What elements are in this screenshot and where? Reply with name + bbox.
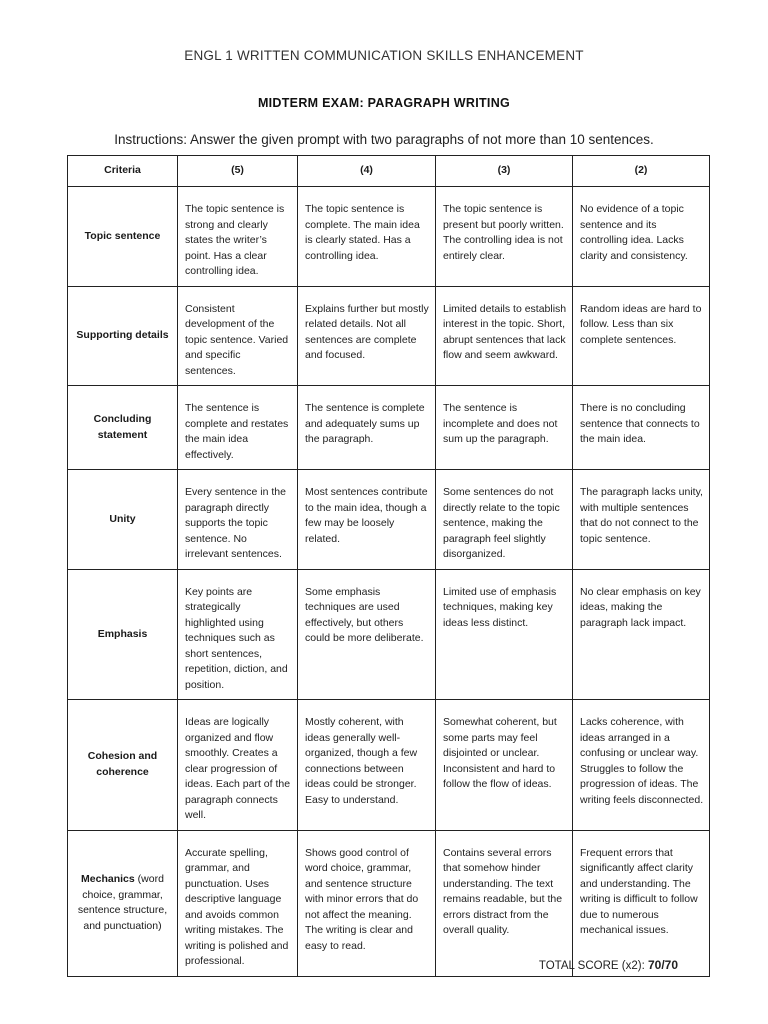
- course-title: ENGL 1 WRITTEN COMMUNICATION SKILLS ENHANCEMENT: [184, 48, 584, 63]
- score-4-cell: The sentence is complete and adequately sums up the paragraph.: [298, 386, 436, 470]
- score-2-cell: Lacks coherence, with ideas arranged in a confusing or unclear way. Struggles to follow the progression of ideas. The writing feels disconnected.: [573, 700, 710, 831]
- table-row: [68, 569, 710, 700]
- criteria-emphasis: [68, 569, 178, 700]
- score-5-cell: The topic sentence is strong and clearly states the writer’s point. Has a clear controlling idea.: [178, 187, 298, 287]
- score-4-cell: The topic sentence is complete. The main idea is clearly stated. Has a controlling idea.: [298, 187, 436, 287]
- score-5-cell: Key points are strategically highlighted using techniques such as short sentences, repetition, diction, and position.: [178, 569, 298, 700]
- score-2-cell: No evidence of a topic sentence and its controlling idea. Lacks clarity and consistency.: [573, 187, 710, 287]
- column-header-score-2: (2): [573, 156, 710, 187]
- rubric-table: [67, 155, 710, 977]
- score-5-cell: The sentence is complete and restates the main idea effectively.: [178, 386, 298, 470]
- column-header-criteria: Criteria: [68, 156, 178, 187]
- criteria-cohesion-coherence: [68, 700, 178, 831]
- criteria-label: Topic sentence: [84, 229, 161, 242]
- score-4-cell: Shows good control of word choice, grammar, and sentence structure with minor errors that do not affect the meaning. The writing is clear and easy to read.: [298, 830, 436, 976]
- column-header-score-5: (5): [178, 156, 298, 187]
- criteria-sublabel: (word choice, grammar, sentence structure, and punctuation): [77, 873, 168, 932]
- table-row: [68, 700, 710, 831]
- score-3-cell: The topic sentence is present but poorly written. The controlling idea is not entirely clear.: [436, 187, 573, 287]
- criteria-label: Unity: [109, 512, 136, 525]
- exam-title: MIDTERM EXAM: PARAGRAPH WRITING: [257, 96, 511, 110]
- column-header-score-4: (4): [298, 156, 436, 187]
- total-score-label: TOTAL SCORE (x2):: [538, 960, 648, 972]
- score-3-cell: Limited details to establish interest in the topic. Short, abrupt sentences that lack flow and seem awkward.: [436, 286, 573, 386]
- criteria-supporting-details: [68, 286, 178, 386]
- table-row: [68, 830, 710, 976]
- criteria-label: Emphasis: [97, 627, 148, 640]
- instructions: Instructions: Answer the given prompt with two paragraphs of not more than 10 sentences.: [114, 132, 654, 147]
- table-row: [68, 286, 710, 386]
- criteria-mechanics: [68, 830, 178, 976]
- score-3-cell: Limited use of emphasis techniques, making key ideas less distinct.: [436, 569, 573, 700]
- score-2-cell: Random ideas are hard to follow. Less than six complete sentences.: [573, 286, 710, 386]
- table-row: [68, 187, 710, 287]
- score-3-cell: The sentence is incomplete and does not sum up the paragraph.: [436, 386, 573, 470]
- score-4-cell: Some emphasis techniques are used effectively, but others could be more deliberate.: [298, 569, 436, 700]
- score-5-cell: Accurate spelling, grammar, and punctuation. Uses descriptive language and avoids common writing mistakes. The writing is polished and professional.: [178, 830, 298, 976]
- score-2-cell: No clear emphasis on key ideas, making the paragraph lack impact.: [573, 569, 710, 700]
- score-5-cell: Consistent development of the topic sentence. Varied and specific sentences.: [178, 286, 298, 386]
- score-5-cell: Every sentence in the paragraph directly supports the topic sentence. No irrelevant sentences.: [178, 470, 298, 570]
- criteria-topic-sentence: [68, 187, 178, 287]
- score-2-cell: Frequent errors that significantly affect clarity and understanding. The writing is difficult to follow due to numerous mechanical issues.: [573, 830, 710, 976]
- total-score: [539, 958, 678, 972]
- criteria-label: Mechanics: [81, 873, 135, 885]
- score-4-cell: Mostly coherent, with ideas generally well-organized, though a few connections between ideas could be stronger. Easy to understand.: [298, 700, 436, 831]
- criteria-concluding-statement: [68, 386, 178, 470]
- column-header-score-3: (3): [436, 156, 573, 187]
- total-score-value: 70/70: [647, 958, 678, 972]
- table-row: [68, 470, 710, 570]
- score-3-cell: Some sentences do not directly relate to the topic sentence, making the paragraph feel slightly disorganized.: [436, 470, 573, 570]
- score-5-cell: Ideas are logically organized and flow smoothly. Creates a clear progression of ideas. Each part of the paragraph connects well.: [178, 700, 298, 831]
- score-3-cell: Contains several errors that somehow hinder understanding. The text remains readable, but the errors distract from the overall quality.: [436, 830, 573, 976]
- criteria-label: Concluding statement: [93, 413, 152, 441]
- criteria-unity: [68, 470, 178, 570]
- criteria-label: Cohesion and coherence: [87, 750, 158, 778]
- score-3-cell: Somewhat coherent, but some parts may feel disjointed or unclear. Inconsistent and hard to follow the flow of ideas.: [436, 700, 573, 831]
- score-2-cell: There is no concluding sentence that connects to the main idea.: [573, 386, 710, 470]
- score-4-cell: Explains further but mostly related details. Not all sentences are complete and focused.: [298, 286, 436, 386]
- rubric-header-row: [68, 156, 710, 187]
- score-2-cell: The paragraph lacks unity, with multiple sentences that do not connect to the topic sentence.: [573, 470, 710, 570]
- score-4-cell: Most sentences contribute to the main idea, though a few may be loosely related.: [298, 470, 436, 570]
- table-row: [68, 386, 710, 470]
- criteria-label: Supporting details: [76, 329, 169, 341]
